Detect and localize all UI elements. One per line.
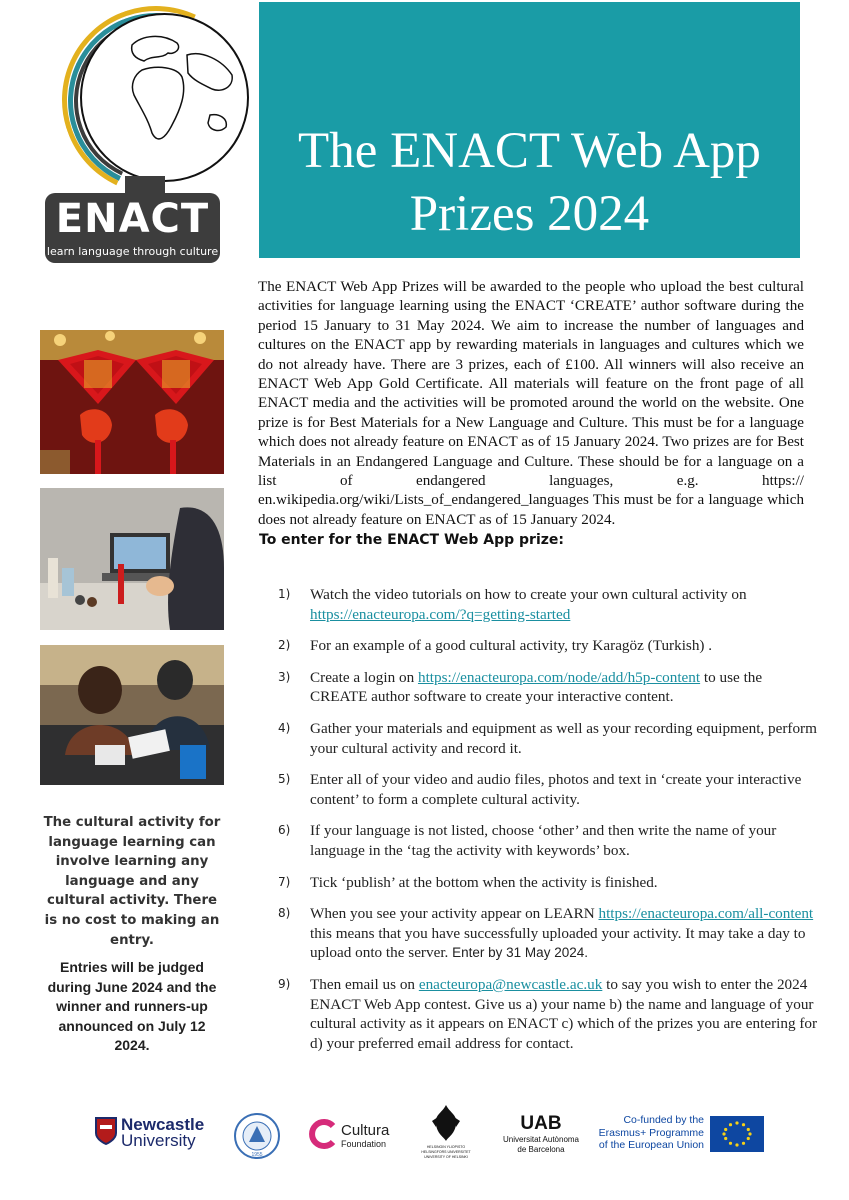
erasmus-cofunded-logo (598, 1114, 768, 1156)
page-title: The ENACT Web App Prizes 2024 (298, 123, 761, 242)
uab-mark: UAB (520, 1113, 562, 1134)
step-number: 4) (278, 720, 291, 735)
lanterns-photo (40, 330, 224, 474)
step-number: 8) (278, 906, 291, 921)
step-number: 1) (278, 587, 291, 601)
sidebar-note: The cultural activity for language learning can involve learning any language and any cultural activity. There is no cost to making an entry. (43, 815, 221, 948)
logo-box (45, 193, 220, 263)
newcastle-bottom: University (121, 1131, 196, 1150)
step-number: 3) (278, 669, 291, 684)
enter-heading: To enter for the ENACT Web App prize: (259, 532, 564, 548)
step-text: Tick ‘publish’ at the bottom when the activity is finished. (310, 873, 658, 891)
step-number: 5) (278, 772, 291, 787)
eu-text (598, 1114, 704, 1152)
eu-line2: Erasmus+ Programme (598, 1126, 704, 1139)
intro-paragraph: The ENACT Web App Prizes will be awarded to the people who upload the best cultural activities for language learning using the ENACT ‘CREATE’ author software during the period 15 January to 31 May 2024. We aim to increase the number of languages and cultures on the ENACT app by rewarding materials in languages and cultures which we do not already have. There are 3 prizes, each of £100. All winners will also receive an ENACT Web App Gold Certificate. All materials will feature on the front page of all ENACT media and the activities will be promoted around the world on the website. One prize is for Best Materials for a New Language and Culture. This must be for a language which does not already feature on ENACT as of 15 January 2024. Two prizes are for Best Materials in an Endangered Language and Culture. These should be for a language on a list of endangered languages, e.g. https:// en.wikipedia.org/wiki/Lists_of_endangered_languages This must be for a language which does not already feature on ENACT as of 15 January 2024. (258, 279, 804, 528)
deadline-text: Enter by 31 May 2024. (452, 945, 588, 961)
email-link[interactable]: enacteuropa@newcastle.ac.uk (418, 975, 603, 993)
getting-started-link[interactable]: https://enacteuropa.com/?q=getting-started (310, 605, 571, 623)
steps-list (278, 585, 818, 1065)
ege-year: 1955 (251, 1152, 263, 1158)
list-item (278, 821, 818, 860)
step-text: When you see your activity appear on LEARN (310, 905, 599, 923)
helsinki-text: HELSINGIN YLIOPISTO HELSINGFORS UNIVERSITET UNIVERSITY OF HELSINKI (421, 1145, 471, 1159)
step-number: 7) (278, 874, 291, 889)
uab-logo (500, 1113, 582, 1157)
uab-line1: Universitat Autònoma (502, 1135, 580, 1144)
logo-tagline: learn language through culture (46, 245, 219, 258)
title-banner (259, 2, 800, 258)
cultura-foundation-logo (307, 1118, 397, 1154)
newcastle-university-logo (95, 1115, 215, 1155)
helsinki-flame-icon (428, 1103, 464, 1143)
enact-logo (40, 8, 225, 260)
logo-stand (125, 176, 165, 194)
laptop-activity-photo (40, 488, 224, 630)
eu-line1: Co-funded by the (623, 1114, 704, 1126)
step-text: If your language is not listed, choose ‘other’ and then write the name of your language in the ‘tag the activity with keywords’ box. (310, 822, 777, 859)
list-item (278, 636, 818, 656)
cultura-sub: Foundation (341, 1139, 387, 1149)
step-number: 9) (278, 976, 291, 991)
cultura-name: Cultura (341, 1122, 390, 1139)
step-text: this means that you have successfully uploaded your activity. It may take a day to upload onto the server. (310, 924, 806, 962)
step-text: to use the CREATE author software to create your interactive content. (310, 668, 763, 706)
step-text: Then email us on (310, 975, 419, 993)
globe-icon (80, 13, 249, 182)
step-text: Enter all of your video and audio files, photos and text in ‘create your interactive content’ to form a complete cultural activity. (310, 771, 802, 808)
eu-line3: of the European Union (598, 1139, 704, 1151)
university-of-helsinki-logo (418, 1103, 474, 1163)
cultura-swirl-icon (307, 1118, 339, 1150)
uab-line2: de Barcelona (517, 1145, 565, 1154)
list-item (278, 975, 818, 1053)
list-item (278, 668, 818, 707)
newcastle-top: Newcastle (121, 1115, 205, 1134)
shield-icon (95, 1117, 117, 1145)
ege-university-seal (233, 1112, 281, 1160)
step-text: Gather your materials and equipment as well as your recording equipment, perform your cultural activity and record it. (310, 719, 817, 757)
list-item (278, 873, 818, 893)
step-text: to say you wish to enter the 2024 ENACT Web App contest. Give us a) your name b) the name and language of your cultural activity as it appears on ENACT c) which of the prizes you are entering for d) your preferred email address for contact. (310, 975, 818, 1052)
list-item (278, 770, 818, 809)
step-text: For an example of a good cultural activity, try Karagöz (Turkish) . (310, 637, 713, 655)
list-item (278, 585, 818, 624)
group-activity-photo (40, 645, 224, 785)
step-text: Watch the video tutorials on how to create your own cultural activity on (310, 586, 747, 603)
step-number: 2) (278, 638, 291, 653)
all-content-link[interactable]: https://enacteuropa.com/all-content (598, 905, 814, 923)
logo-word: ENACT (55, 196, 210, 242)
list-item (278, 719, 818, 758)
step-text: Create a login on (310, 668, 418, 686)
sidebar-judging-note: Entries will be judged during June 2024 and the winner and runners-up announced on July 12 2024. (47, 959, 217, 1054)
eu-flag-icon (710, 1116, 764, 1152)
list-item (278, 904, 818, 963)
h5p-content-link[interactable]: https://enacteuropa.com/node/add/h5p-content (417, 668, 701, 686)
step-number: 6) (278, 823, 291, 838)
